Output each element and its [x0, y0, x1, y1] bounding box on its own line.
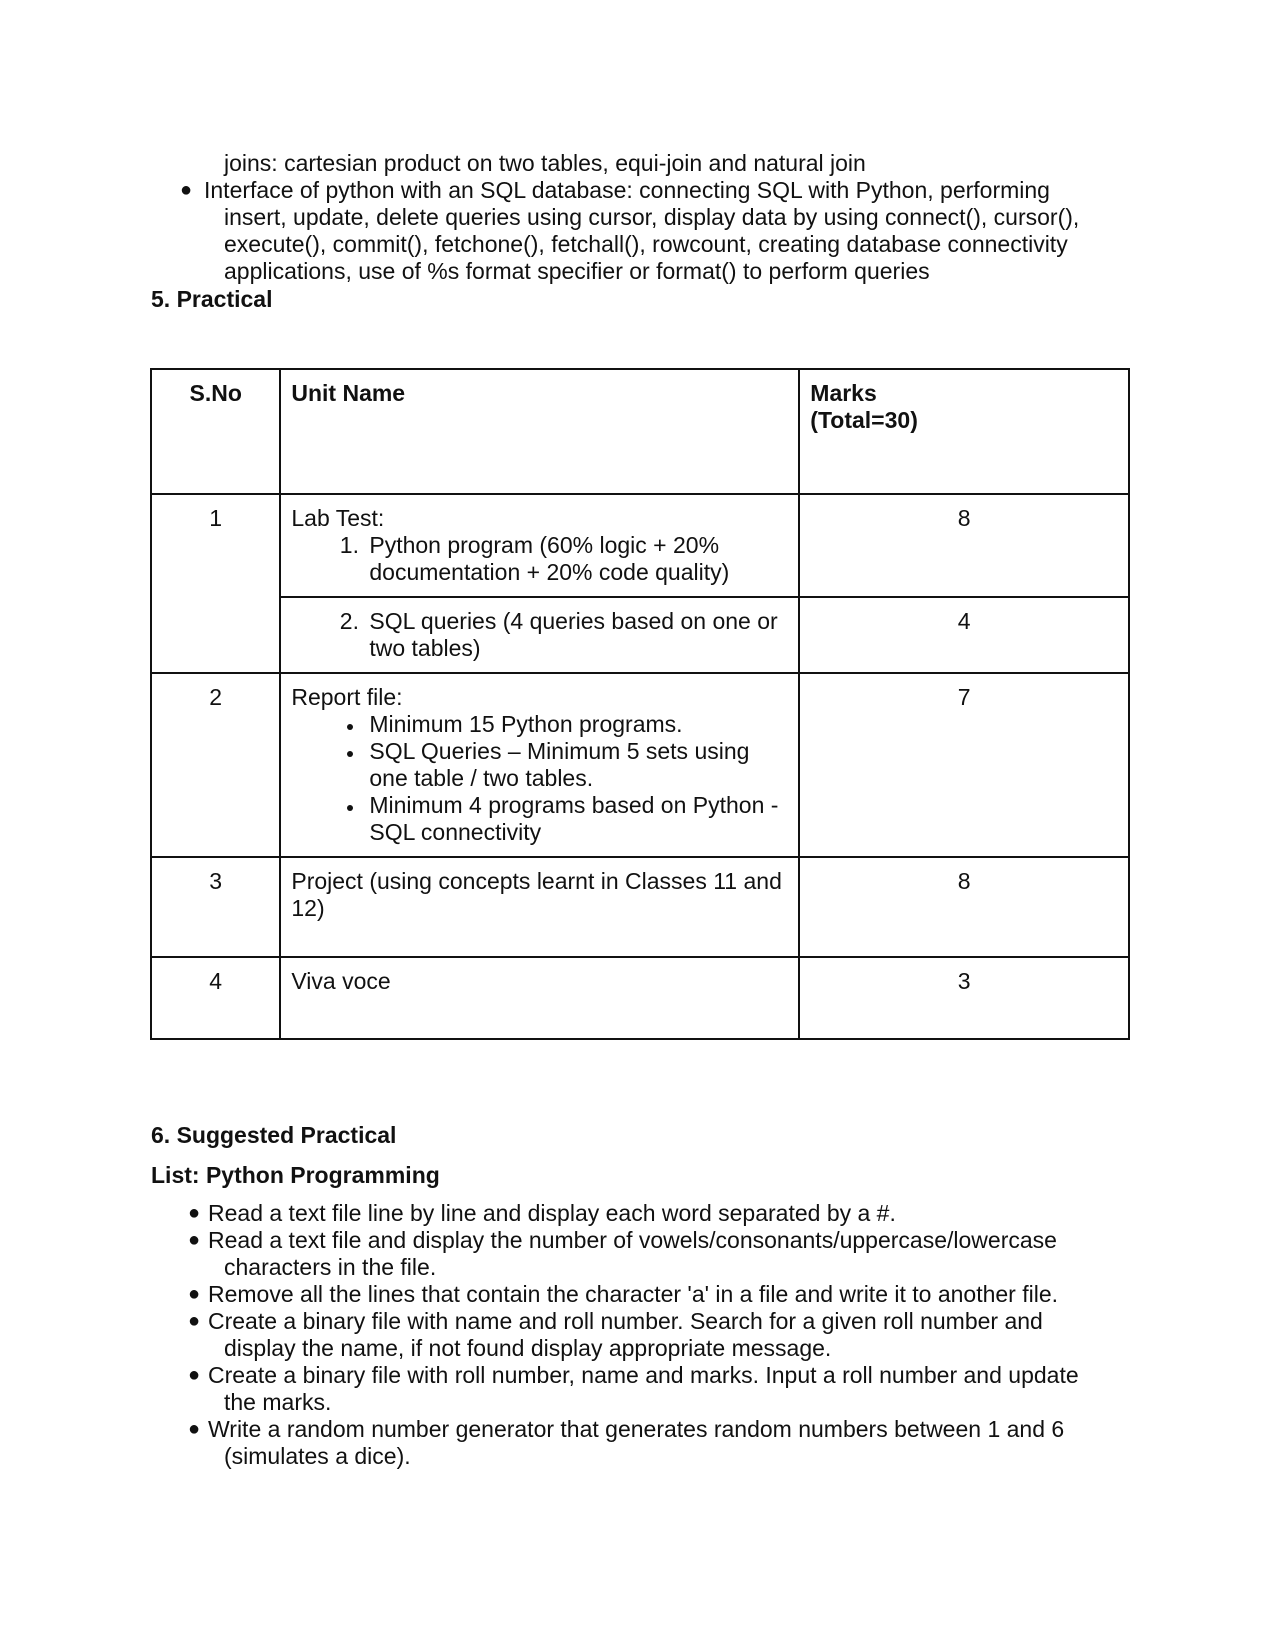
- practical-marks-table: [150, 368, 1130, 1040]
- row-marks: 8: [799, 494, 1129, 597]
- header-unit-name: Unit Name: [280, 369, 799, 494]
- item-line: Remove all the lines that contain the character 'a' in a file and write it to another file.: [208, 1281, 1059, 1307]
- list-item-text: [208, 1281, 1148, 1308]
- row-marks: 7: [799, 673, 1129, 857]
- table-row: [151, 673, 1129, 857]
- header-marks-line1: Marks: [810, 380, 877, 406]
- row-marks: 4: [799, 597, 1129, 673]
- section-heading-suggested-practical: 6. Suggested Practical: [151, 1122, 397, 1148]
- row-bullet-list: [291, 711, 788, 846]
- subheading-python-programming: List: Python Programming: [151, 1162, 440, 1188]
- item-line: Create a binary file with roll number, name and marks. Input a roll number and update: [208, 1362, 1079, 1388]
- bullet-line: applications, use of %s format specifier or format() to perform queries: [224, 258, 930, 284]
- list-item: 1. Python program (60% logic + 20% documentation + 20% code quality): [365, 532, 788, 586]
- row-sno: 4: [151, 957, 280, 1039]
- header-sno: S.No: [151, 369, 280, 494]
- row-title: Lab Test:: [291, 505, 385, 531]
- list-item: [188, 1416, 1148, 1470]
- item-line: display the name, if not found display appropriate message.: [224, 1335, 832, 1361]
- bullet-icon: ●: [180, 179, 193, 201]
- bullet-icon: ●: [188, 1202, 201, 1224]
- list-item: 2. SQL queries (4 queries based on one or two tables): [365, 608, 788, 662]
- list-item: [188, 1362, 1148, 1416]
- item-line: Read a text file line by line and display each word separated by a #.: [208, 1200, 896, 1226]
- row-numbered-list: [291, 608, 788, 662]
- row-sno: 1: [151, 494, 280, 673]
- row-numbered-list: [291, 532, 788, 586]
- list-item-text: [208, 1200, 1148, 1227]
- section-heading-practical: 5. Practical: [151, 286, 273, 312]
- bullet-item: [180, 177, 1140, 285]
- table-row: [151, 494, 1129, 597]
- row-title: Report file:: [291, 684, 403, 710]
- list-item-text: [208, 1362, 1148, 1416]
- row-unit: Viva voce: [280, 957, 799, 1039]
- row-marks: 8: [799, 857, 1129, 957]
- top-bullet-list: [180, 150, 1140, 285]
- item-line: Create a binary file with name and roll number. Search for a given roll number and: [208, 1308, 1043, 1334]
- bullet-text: [184, 177, 1079, 285]
- table-row: [151, 957, 1129, 1039]
- list-item-text: [208, 1416, 1148, 1470]
- bullet-icon: ●: [188, 1310, 201, 1332]
- suggested-practical-list: [188, 1200, 1148, 1470]
- row-marks: 3: [799, 957, 1129, 1039]
- list-item-text: [208, 1227, 1148, 1281]
- row-sno: 2: [151, 673, 280, 857]
- table-row: [151, 597, 1129, 673]
- row-unit: Project (using concepts learnt in Classes 11 and 12): [280, 857, 799, 957]
- bullet-icon: ●: [188, 1229, 201, 1251]
- list-item: • Minimum 4 programs based on Python - SQL connectivity: [365, 792, 788, 846]
- bullet-line: execute(), commit(), fetchone(), fetchall(), rowcount, creating database connectivity: [224, 231, 1068, 257]
- item-line: characters in the file.: [224, 1254, 437, 1280]
- header-marks: [799, 369, 1129, 494]
- item-line: Read a text file and display the number of vowels/consonants/uppercase/lowercase: [208, 1227, 1057, 1253]
- list-item-text: [208, 1308, 1148, 1362]
- table-header-row: [151, 369, 1129, 494]
- list-item: [188, 1308, 1148, 1362]
- row-unit: [280, 673, 799, 857]
- header-marks-line2: (Total=30): [810, 407, 918, 433]
- bullet-icon: ●: [188, 1418, 201, 1440]
- list-item: [188, 1227, 1148, 1281]
- list-item: • SQL Queries – Minimum 5 sets using one table / two tables.: [365, 738, 788, 792]
- row-unit: [280, 494, 799, 597]
- continuation-line: joins: cartesian product on two tables, equi-join and natural join: [224, 150, 866, 176]
- bullet-line: Interface of python with an SQL database: connecting SQL with Python, performing: [204, 177, 1050, 203]
- row-unit: [280, 597, 799, 673]
- table-row: [151, 857, 1129, 957]
- item-line: the marks.: [224, 1389, 332, 1415]
- list-item: [188, 1200, 1148, 1227]
- list-item: [188, 1281, 1148, 1308]
- item-line: (simulates a dice).: [224, 1443, 411, 1469]
- bullet-line: insert, update, delete queries using cursor, display data by using connect(), cursor(),: [224, 204, 1080, 230]
- row-sno: 3: [151, 857, 280, 957]
- list-item: • Minimum 15 Python programs.: [365, 711, 788, 738]
- item-line: Write a random number generator that generates random numbers between 1 and 6: [208, 1416, 1065, 1442]
- bullet-icon: ●: [188, 1283, 201, 1305]
- bullet-icon: ●: [188, 1364, 201, 1386]
